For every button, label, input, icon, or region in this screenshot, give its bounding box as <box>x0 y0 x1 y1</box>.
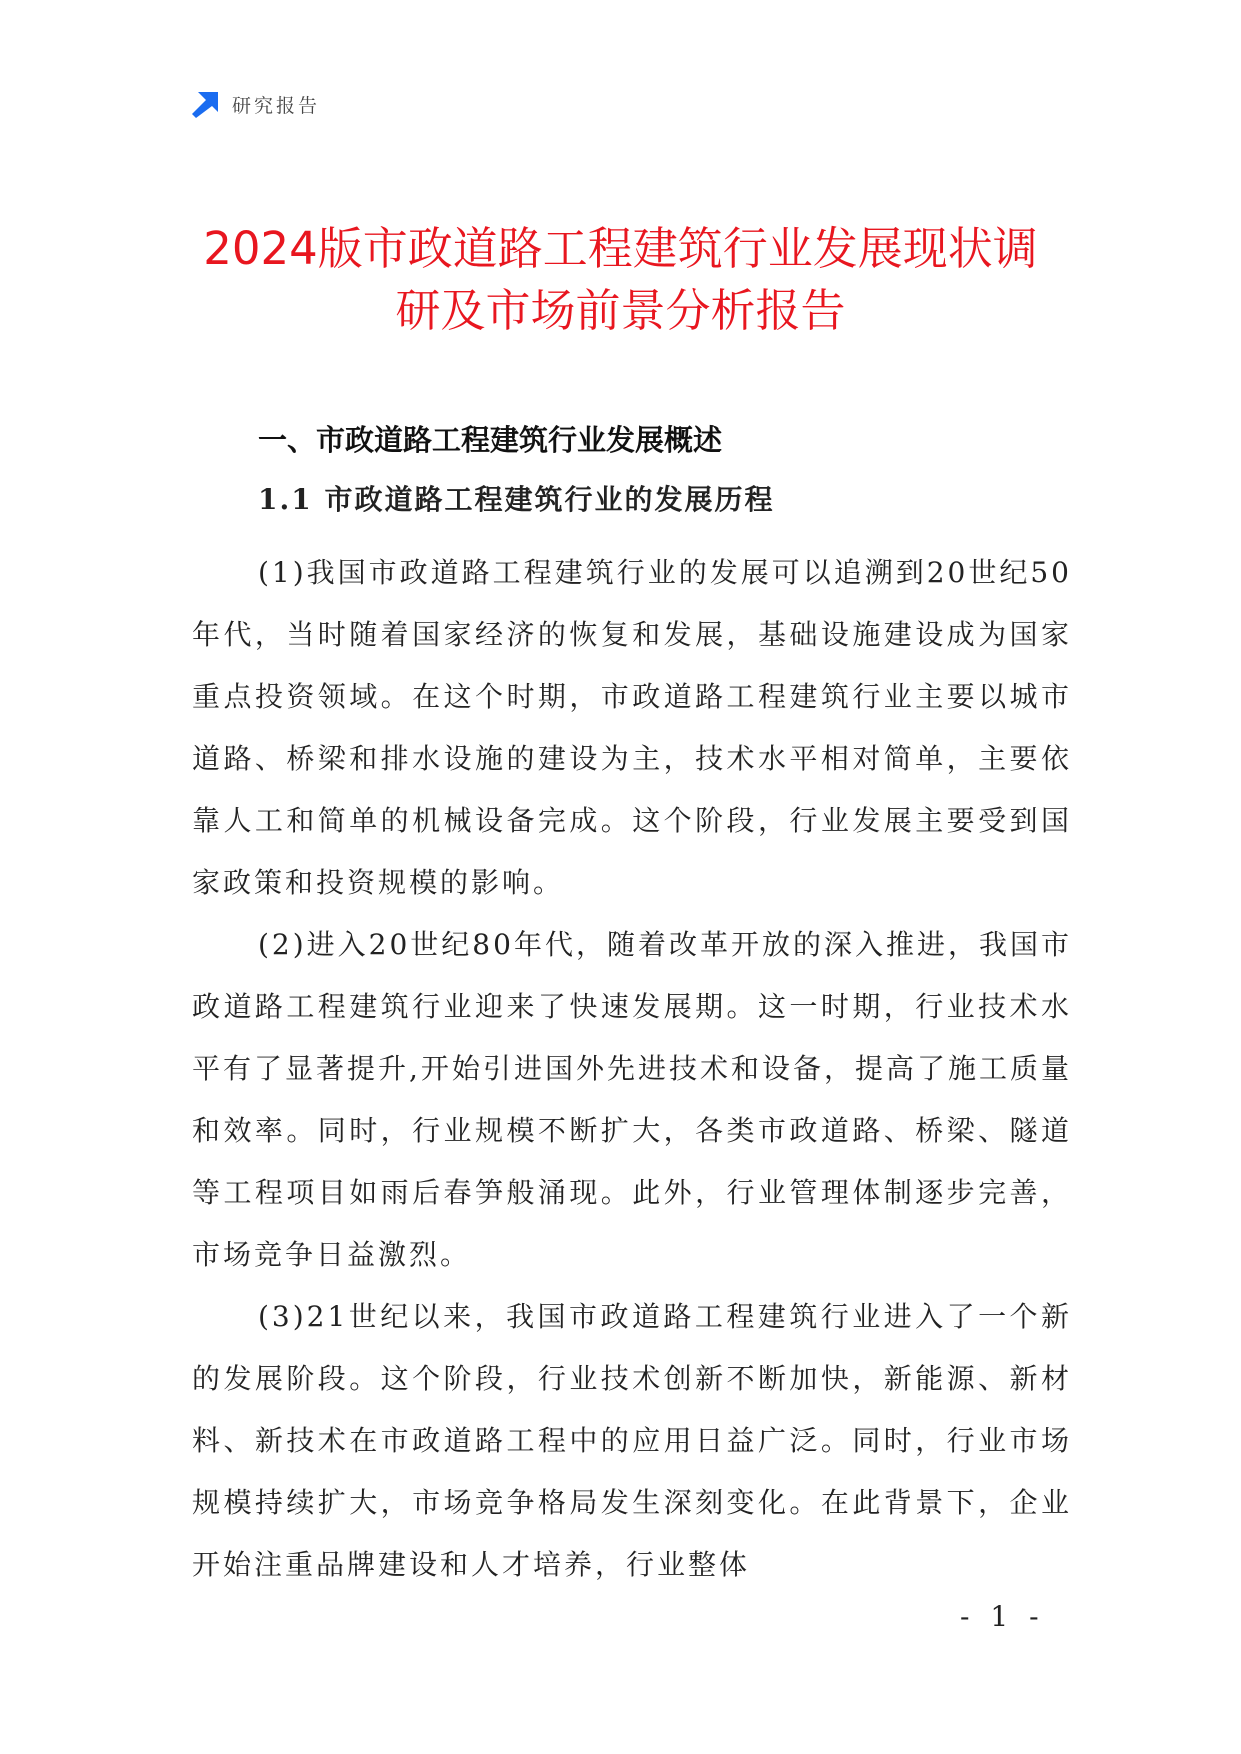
sub-heading: 1.1 市政道路工程建筑行业的发展历程 <box>258 483 775 516</box>
header-label: 研究报告 <box>232 94 321 117</box>
paragraph-3: (3)21世纪以来，我国市政道路工程建筑行业进入了一个新的发展阶段。这个阶段，行业技术创新不断加快，新能源、新材料、新技术在市政道路工程中的应用日益广泛。同时，行业市场规模持续扩大，市场竞争格局发生深刻变化。在此背景下，企业开始注重品牌建设和人才培养，行业整体 <box>192 1300 1072 1581</box>
arrow-up-right-icon <box>190 88 222 120</box>
page-number: - 1 - <box>960 1600 1045 1633</box>
section-heading: 一、市政道路工程建筑行业发展概述 <box>258 423 723 457</box>
title-line-2: 研及市场前景分析报告 <box>395 284 846 337</box>
report-body <box>192 420 1072 1596</box>
document-header <box>190 86 320 122</box>
paragraph-2: (2)进入20世纪80年代，随着改革开放的深入推进，我国市政道路工程建筑行业迎来了快速发展期。这一时期，行业技术水平有了显著提升,开始引进国外先进技术和设备，提高了施工质量和效率。同时，行业规模不断扩大，各类市政道路、桥梁、隧道等工程项目如雨后春笋般涌现。此外，行业管理体制逐步完善，市场竞争日益激烈。 <box>192 928 1072 1271</box>
report-title <box>150 218 1091 342</box>
title-line-1: 2024版市政道路工程建筑行业发展现状调 <box>203 222 1038 275</box>
paragraph-1: (1)我国市政道路工程建筑行业的发展可以追溯到20世纪50年代，当时随着国家经济的恢复和发展，基础设施建设成为国家重点投资领域。在这个时期，市政道路工程建筑行业主要以城市道路、桥梁和排水设施的建设为主，技术水平相对简单，主要依靠人工和简单的机械设备完成。这个阶段，行业发展主要受到国家政策和投资规模的影响。 <box>192 556 1072 899</box>
